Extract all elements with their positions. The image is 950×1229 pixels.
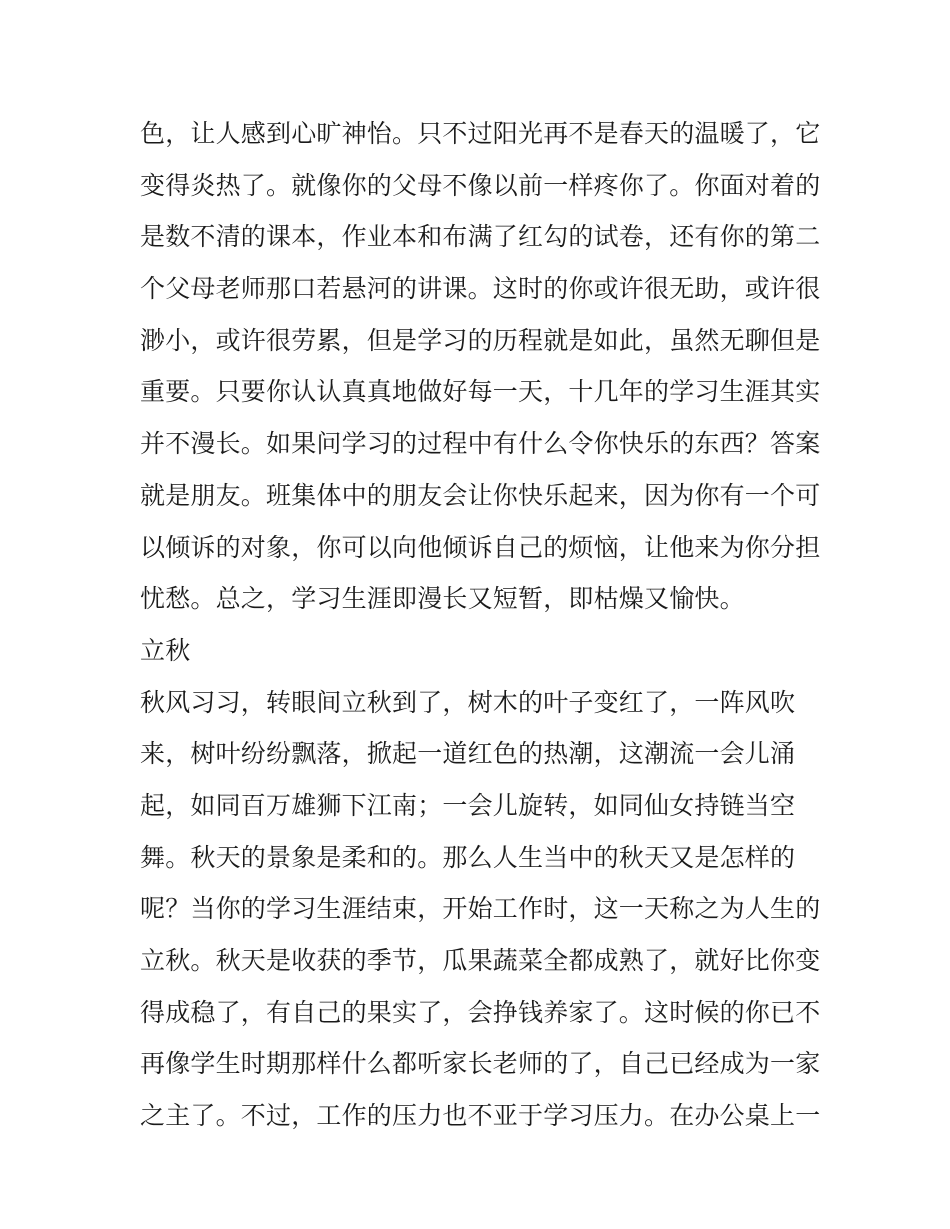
text-line: 之主了。不过，工作的压力也不亚于学习压力。在办公桌上一	[140, 1101, 821, 1131]
text-line: 呢？当你的学习生涯结束，开始工作时，这一天称之为人生的	[140, 894, 821, 924]
text-line: 变得炎热了。就像你的父母不像以前一样疼你了。你面对着的	[140, 170, 821, 200]
text-line: 来，树叶纷纷飘落，掀起一道红色的热潮，这潮流一会儿涌	[140, 739, 796, 769]
text-line: 个父母老师那口若悬河的讲课。这时的你或许很无助，或许很	[140, 274, 821, 304]
body-text	[140, 108, 830, 1142]
text-line: 舞。秋天的景象是柔和的。那么人生当中的秋天又是怎样的	[140, 842, 796, 872]
text-line: 再像学生时期那样什么都听家长老师的了，自己已经成为一家	[140, 1049, 821, 1079]
text-line: 重要。只要你认认真真地做好每一天，十几年的学习生涯其实	[140, 377, 821, 407]
text-line: 以倾诉的对象，你可以向他倾诉自己的烦恼，让他来为你分担	[140, 532, 821, 562]
section-heading: 立秋	[140, 635, 191, 665]
text-line: 忧愁。总之，学习生涯即漫长又短暂，即枯燥又愉快。	[140, 584, 745, 614]
text-line: 是数不清的课本，作业本和布满了红勾的试卷，还有你的第二	[140, 222, 821, 252]
text-line: 色，让人感到心旷神怡。只不过阳光再不是春天的温暖了，它	[140, 119, 821, 148]
text-line: 起，如同百万雄狮下江南；一会儿旋转，如同仙女持链当空	[140, 790, 796, 820]
text-line: 得成稳了，有自己的果实了，会挣钱养家了。这时候的你已不	[140, 997, 821, 1027]
text-line: 并不漫长。如果问学习的过程中有什么令你快乐的东西？答案	[140, 429, 821, 459]
text-line: 立秋。秋天是收获的季节，瓜果蔬菜全都成熟了，就好比你变	[140, 946, 821, 975]
text-line: 秋风习习，转眼间立秋到了，树木的叶子变红了，一阵风吹	[140, 687, 796, 717]
text-line: 渺小，或许很劳累，但是学习的历程就是如此，虽然无聊但是	[140, 325, 821, 355]
text-line: 就是朋友。班集体中的朋友会让你快乐起来，因为你有一个可	[140, 480, 821, 510]
